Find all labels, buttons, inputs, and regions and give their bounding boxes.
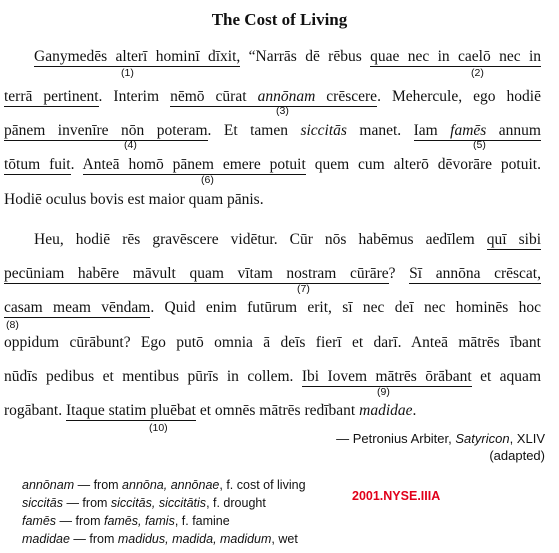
- glossary-entry: famēs — from famēs, famis, f. famine: [22, 514, 230, 528]
- passage-line: Hodiē oculus bovis est maior quam pānis.: [4, 191, 264, 208]
- passage-line: tōtum fuit. Anteā homō pānem emere potuit quem cum alterō dēvorāre potuit.: [4, 156, 541, 173]
- underlined-phrase-2b: terrā pertinent: [4, 88, 99, 105]
- underlined-phrase-5b: tōtum fuit: [4, 156, 71, 173]
- ref-number: (2): [471, 67, 484, 79]
- passage-line: pecūniam habēre māvult quam vītam nostram cūrāre? Sī annōna crēscat,: [4, 265, 541, 282]
- passage-line: nūdīs pedibus et mentibus pūrīs in collem. Ibi Iovem mātrēs ōrābant et aquam: [4, 368, 541, 385]
- underlined-phrase-8b: casam meam vēndam: [4, 299, 151, 316]
- ref-number: (3): [276, 105, 289, 117]
- passage-line: terrā pertinent. Interim nēmō cūrat annōnam crēscere. Mehercule, ego hodiē: [4, 88, 541, 105]
- passage-line: oppidum cūrābunt? Ego putō omnia ā deīs fierī et darī. Anteā mātrēs ībant: [4, 334, 541, 351]
- page-title: The Cost of Living: [211, 10, 348, 29]
- glossary-entry: annōnam — from annōna, annōnae, f. cost of living: [22, 478, 306, 492]
- passage-line: pānem invenīre nōn poteram. Et tamen siccitās manet. Iam famēs annum: [4, 122, 541, 139]
- ref-number: (10): [149, 422, 168, 434]
- attribution-author: — Petronius Arbiter, Satyricon, XLIV: [336, 431, 545, 446]
- underlined-phrase-7: quī sibi: [486, 231, 541, 248]
- ref-number: (4): [124, 139, 137, 151]
- ref-number: (1): [121, 67, 134, 79]
- underlined-phrase-7b: pecūniam habēre māvult quam vītam nostram cūrāre: [4, 265, 389, 282]
- glossary-entry: siccitās — from siccitās, siccitātis, f. drought: [22, 496, 266, 510]
- ref-number: (7): [297, 283, 310, 295]
- underlined-phrase-6: Anteā homō pānem emere potuit: [82, 156, 306, 173]
- ref-number: (5): [473, 139, 486, 151]
- passage-line: rogābant. Itaque statim pluēbat et omnēs mātrēs redībant madidae.: [4, 402, 417, 419]
- underlined-phrase-4: pānem invenīre nōn poteram: [4, 122, 208, 139]
- underlined-phrase-9: Ibi Iovem mātrēs ōrābant: [301, 368, 472, 385]
- underlined-phrase-3: nēmō cūrat annōnam crēscere: [170, 88, 378, 105]
- underlined-phrase-8: Sī annōna crēscat,: [409, 265, 541, 282]
- underlined-phrase-2: quae nec in caelō nec in: [370, 48, 541, 65]
- passage-line: casam meam vēndam. Quid enim futūrum erit, sī nec deī nec hominēs hoc: [4, 299, 542, 316]
- underlined-phrase-1: Ganymedēs alterī hominī dīxit,: [34, 48, 241, 65]
- exam-label: 2001.NYSE.IIIA: [352, 489, 441, 503]
- glossary-entry: madidae — from madidus, madida, madidum, wet: [22, 532, 298, 546]
- ref-number: (6): [201, 174, 214, 186]
- ref-number: (8): [6, 319, 19, 331]
- ref-number: (9): [377, 386, 390, 398]
- passage-line: Heu, hodiē rēs gravēscere vidētur. Cūr nōs habēmus aedīlem quī sibi: [34, 231, 541, 248]
- attribution-adapted: (adapted): [489, 448, 545, 463]
- underlined-phrase-5: Iam famēs annum: [413, 122, 541, 139]
- passage-line: Ganymedēs alterī hominī dīxit, “Narrās dē rēbus quae nec in caelō nec in: [34, 48, 541, 65]
- underlined-phrase-10: Itaque statim pluēbat: [65, 402, 196, 419]
